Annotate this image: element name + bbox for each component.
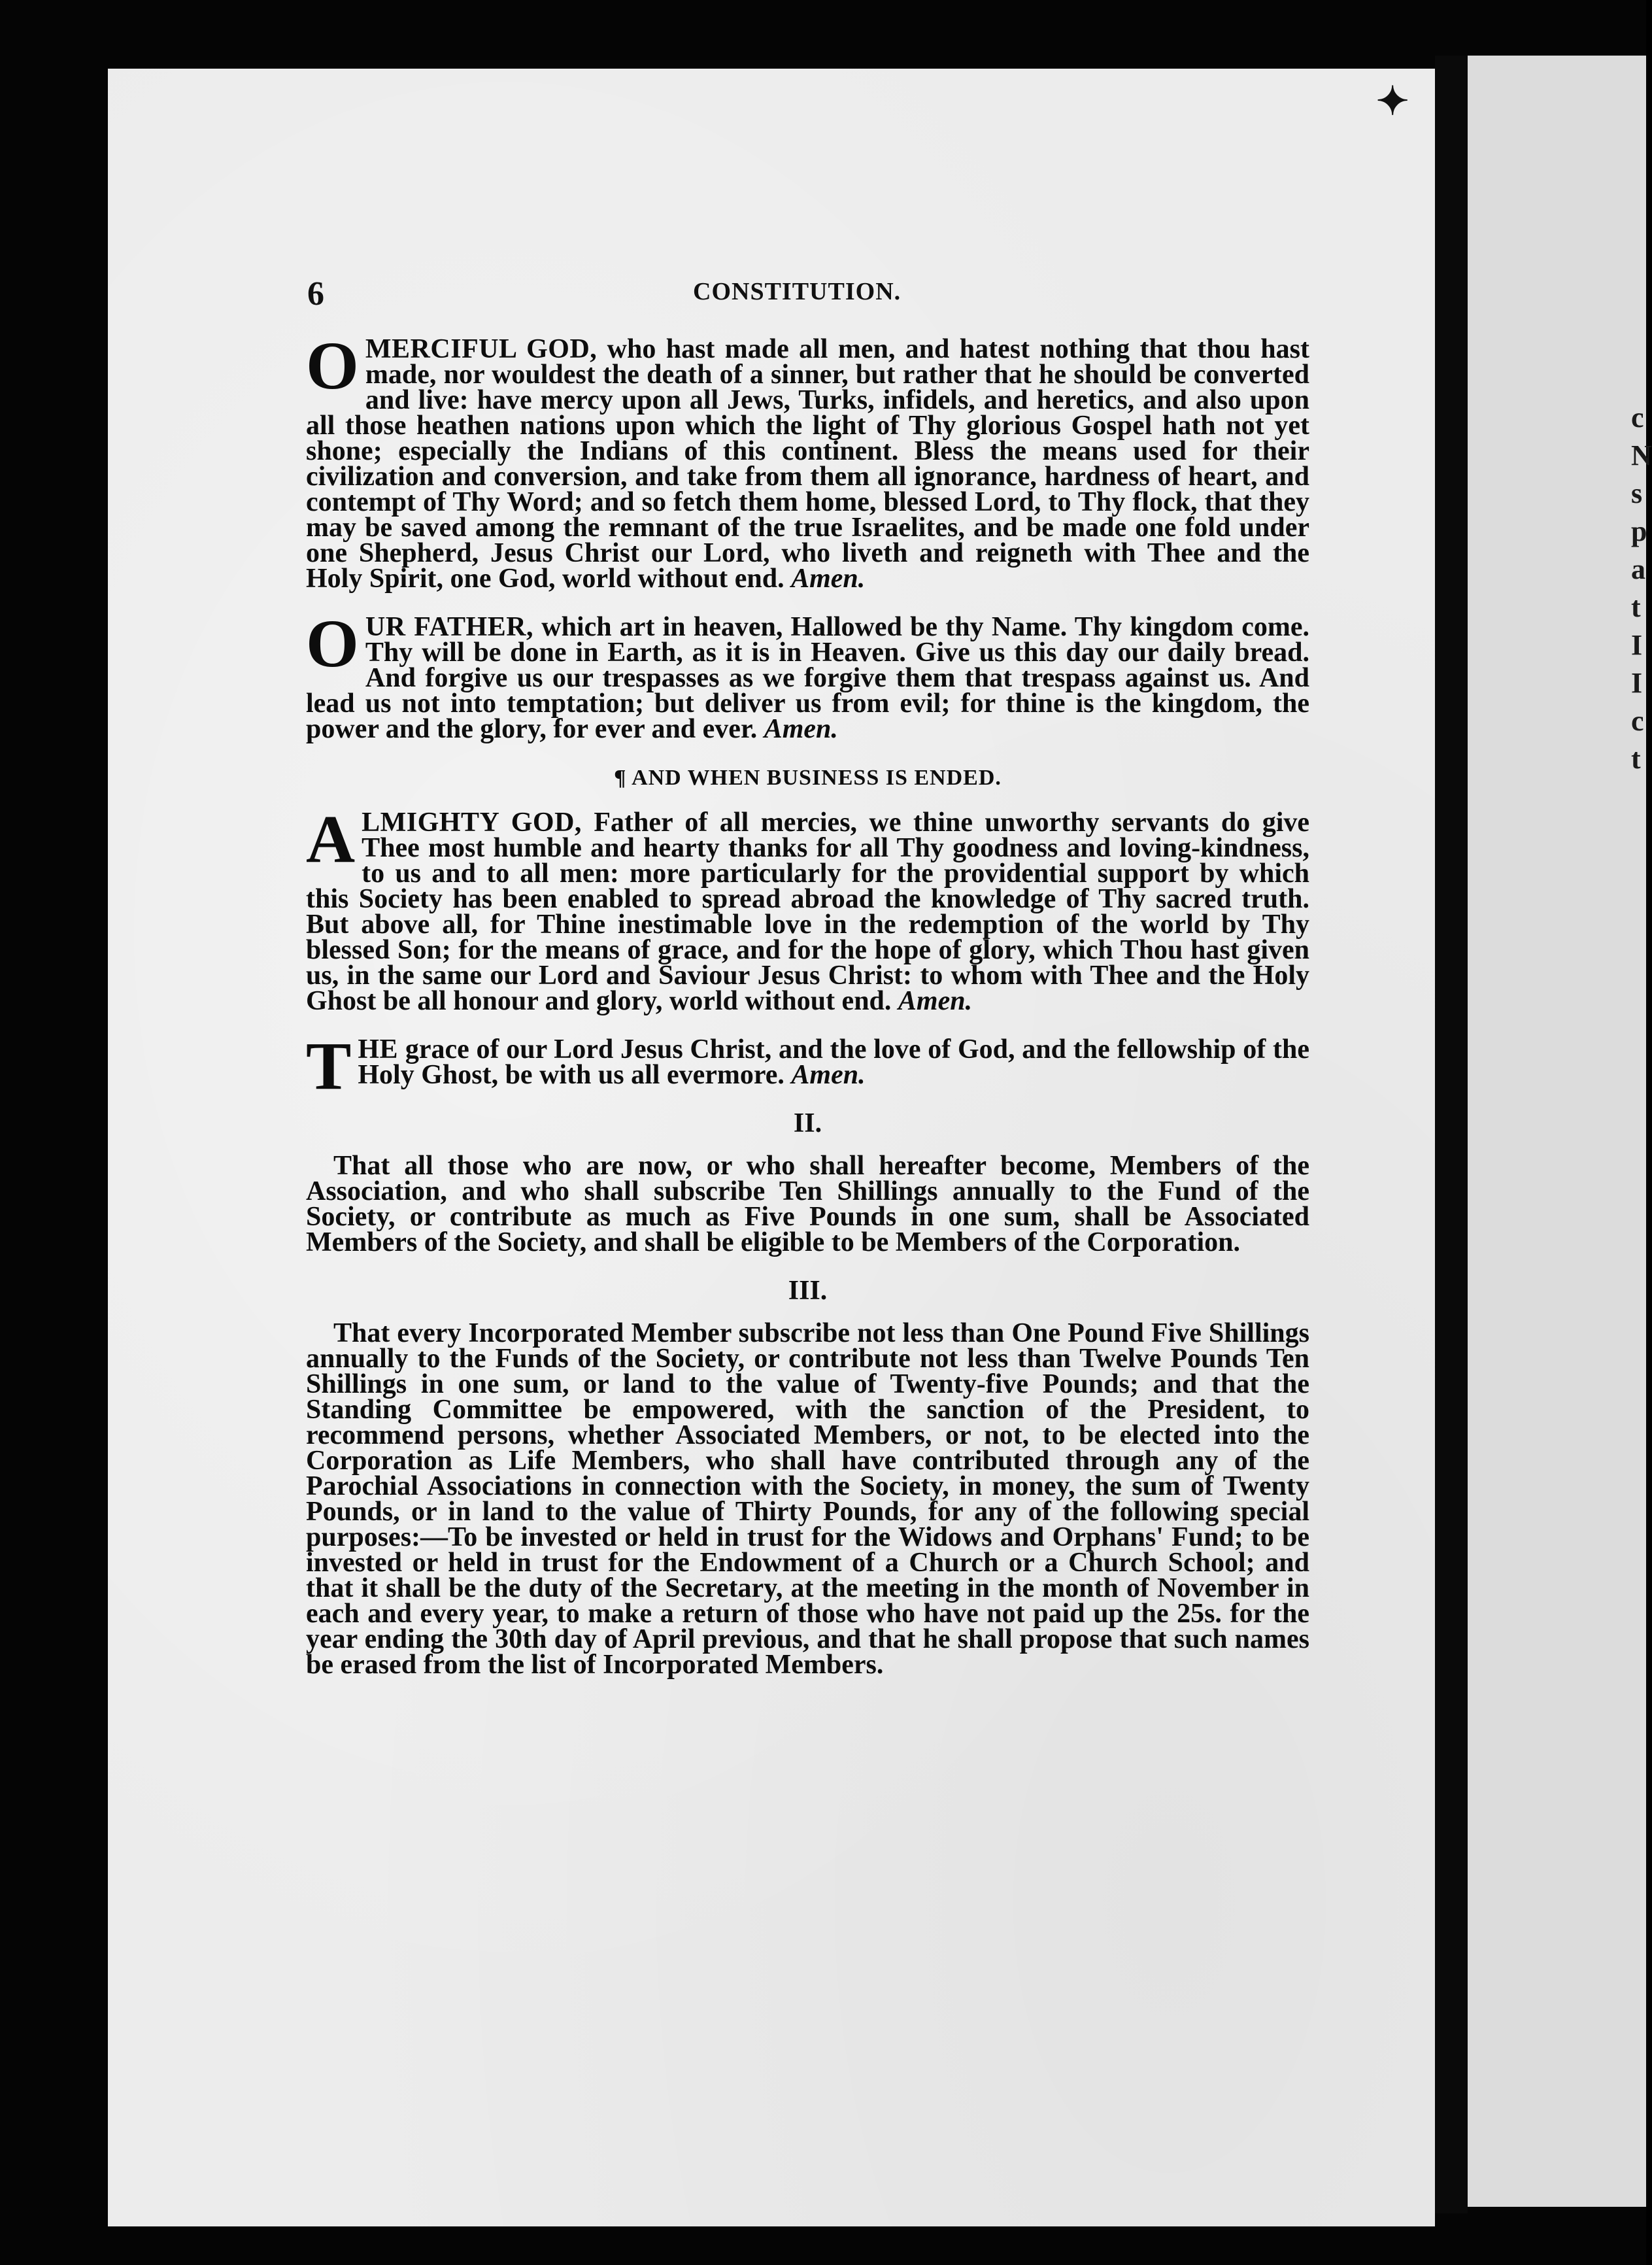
- facing-page-edge-letters: [1631, 399, 1652, 778]
- ink-blot-mark: ✦: [1376, 80, 1409, 123]
- amen: Amen.: [764, 714, 838, 744]
- facing-page-edge: [1468, 56, 1652, 2207]
- prayer-lead: UR FATHER,: [365, 612, 534, 642]
- page-number: 6: [307, 275, 324, 313]
- edge-letter: s: [1631, 477, 1643, 509]
- drop-cap: O: [306, 328, 359, 403]
- prayer-text: grace of our Lord Jesus Christ, and the love of God, and the fellowship of the Holy Ghost, be with us all evermore.: [358, 1034, 1309, 1090]
- prayer-merciful-god: [306, 328, 1309, 594]
- prayer-grace: [306, 1029, 1309, 1104]
- edge-letter: N: [1631, 439, 1652, 471]
- prayer-text: Father of all mercies, we thine unworthy servants do give Thee most humble and hearty thanks for all Thy goodness and loving-kindness, to us and to all men: more particularly for the providential support by which this Society has been enabled to spread abroad the knowledge of Thy sacred truth. But above all, for Thine inestimable love in the redemption of the world by Thy blessed Son; for the means of grace, and for the hope of glory, which Thou hast given us, in the same our Lord and Saviour Jesus Christ: to whom with Thee and the Holy Ghost be all honour and glory, world without end.: [306, 808, 1309, 1016]
- rubric-business-ended: ¶ AND WHEN BUSINESS IS ENDED.: [614, 766, 1002, 790]
- article-number: II.: [793, 1108, 822, 1138]
- prayer-lead: MERCIFUL GOD,: [365, 334, 598, 364]
- amen: Amen.: [791, 1060, 866, 1090]
- drop-cap: O: [306, 606, 359, 681]
- edge-letter: I: [1631, 667, 1643, 699]
- prayer-lead: HE: [358, 1034, 399, 1064]
- prayer-text: which art in heaven, Hallowed be thy Name. Thy kingdom come. Thy will be done in Earth, as it is in Heaven. Give us this day our daily bread. And forgive us our trespasses as we forgive them that trespass against us. And lead us not into temptation; but deliver us from evil; for thine is the kingdom, the power and the glory, for ever and ever.: [306, 612, 1309, 744]
- edge-letter: c: [1631, 705, 1644, 737]
- article-number: III.: [788, 1276, 828, 1306]
- body-text: [306, 328, 1309, 1701]
- running-head: [307, 275, 1307, 314]
- amen: Amen.: [791, 564, 866, 594]
- prayer-almighty-god: [306, 802, 1309, 1016]
- edge-letter: t: [1631, 591, 1641, 623]
- page-fold-shadow: [1435, 56, 1468, 2213]
- header-title: CONSTITUTION.: [693, 278, 902, 305]
- article-text: That every Incorporated Member subscribe not less than One Pound Five Shillings annually to the Funds of the Society, or contribute not less than Twelve Pounds Ten Shillings in one sum, or land to the value of Twenty-five Pounds; and that the Standing Committee be empowered, with the sanction of the President, to recommend persons, whether Associated Members, or not, to be elected into the Corporation as Life Members, who shall have contributed through any of the Parochial Associations in connection with the Society, in money, the sum of Twenty Pounds, or in land to the value of Thirty Pounds, for any of the following special purposes:—To be invested or held in trust for the Widows and Orphans' Fund; to be invested or held in trust for the Endowment of a Church or a Church School; and that it shall be the duty of the Secretary, at the meeting in the month of November in each and every year, to make a return of those who have not paid up the 25s. for the year ending the 30th day of April previous, and that he shall propose that such names be erased from the list of Incorporated Members.: [306, 1318, 1309, 1680]
- drop-cap: T: [306, 1029, 352, 1104]
- drop-cap: A: [306, 802, 356, 877]
- edge-letter: c: [1631, 401, 1644, 434]
- prayer-our-father: [306, 606, 1309, 744]
- edge-letter: p: [1631, 515, 1647, 547]
- amen: Amen.: [898, 986, 973, 1016]
- edge-letter: t: [1631, 743, 1641, 775]
- prayer-text: who hast made all men, and hatest nothing that thou hast made, nor wouldest the death of a sinner, but rather that he should be converted and live: have mercy upon all Jews, Turks, infidels, and heretics, and also upon all those heathen nations upon which the light of Thy glorious Gospel hath not yet shone; especially the Indians of this continent. Bless the means used for their civilization and conversion, and take from them all ignorance, hardness of heart, and contempt of Thy Word; and so fetch them home, blessed Lord, to Thy flock, that they may be saved among the remnant of the true Israelites, and be made one fold under one Shepherd, Jesus Christ our Lord, who liveth and reigneth with Thee and the Holy Spirit, one God, world without end.: [306, 334, 1309, 594]
- article-text: That all those who are now, or who shall hereafter become, Members of the Association, and who shall subscribe Ten Shillings annually to the Fund of the Society, or contribute as much as Five Pounds in one sum, shall be Associated Members of the Society, and shall be eligible to be Members of the Corporation.: [306, 1151, 1309, 1257]
- prayer-lead: LMIGHTY GOD,: [362, 808, 582, 838]
- edge-letter: a: [1631, 553, 1645, 585]
- edge-letter: I: [1631, 629, 1643, 661]
